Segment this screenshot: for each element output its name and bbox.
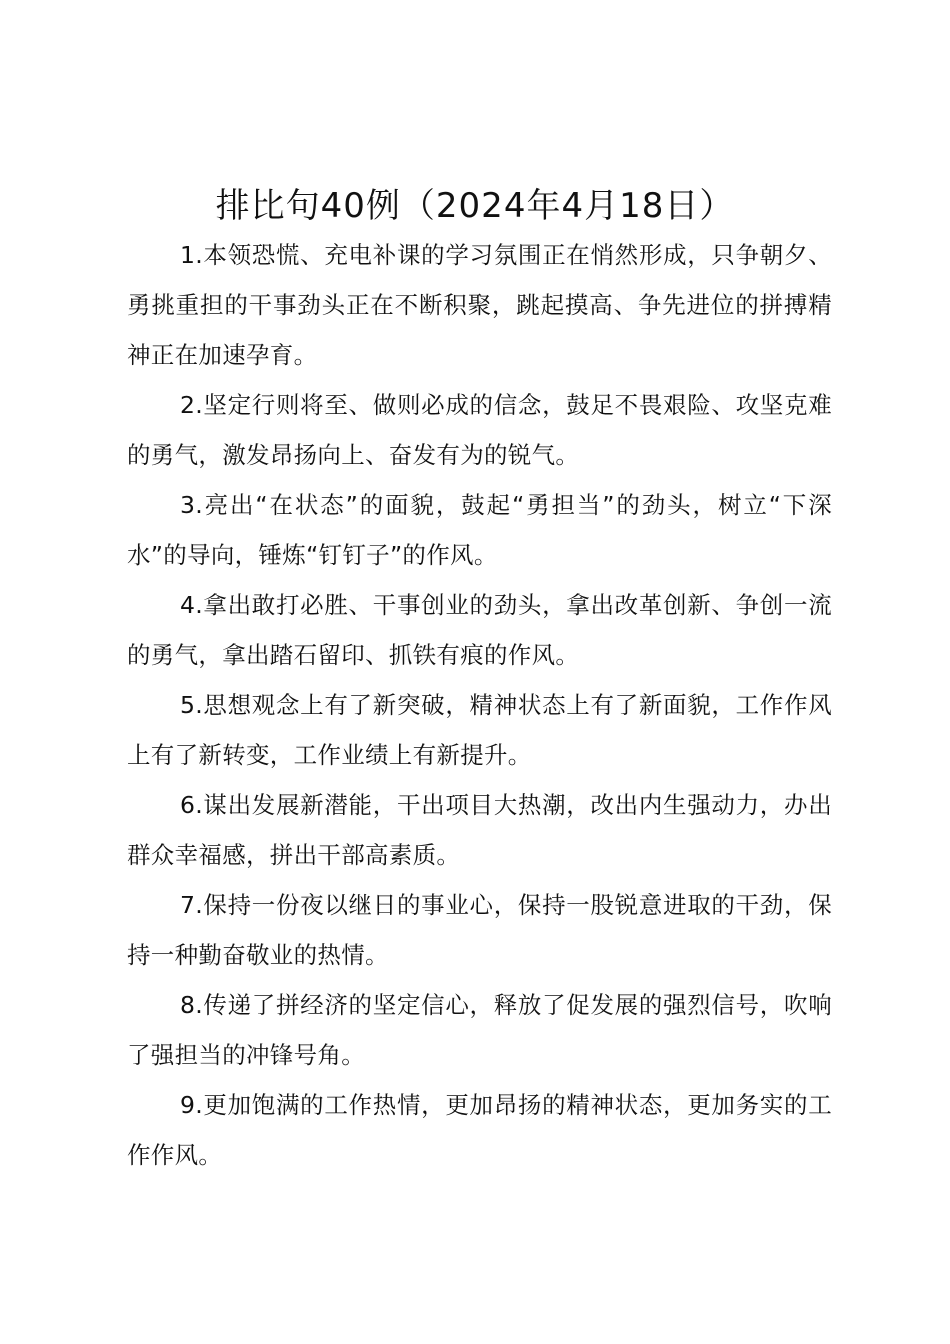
document-title: 排比句40例（2024年4月18日） [215, 186, 735, 226]
paragraph-8: 8.传递了拼经济的坚定信心，释放了促发展的强烈信号，吹响了强担当的冲锋号角。 [127, 991, 832, 1069]
paragraph-2: 2.坚定行则将至、做则必成的信念，鼓足不畏艰险、攻坚克难的勇气，激发昂扬向上、奋发有为的锐气。 [127, 391, 832, 469]
paragraph-4: 4.拿出敢打必胜、干事创业的劲头，拿出改革创新、争创一流的勇气，拿出踏石留印、抓铁有痕的作风。 [127, 591, 832, 669]
paragraph-3: 3.亮出“在状态”的面貌，鼓起“勇担当”的劲头，树立“下深水”的导向，锤炼“钉钉子”的作风。 [127, 491, 832, 569]
paragraph-9: 9.更加饱满的工作热情，更加昂扬的精神状态，更加务实的工作作风。 [127, 1091, 832, 1169]
paragraph-5: 5.思想观念上有了新突破，精神状态上有了新面貌，工作作风上有了新转变，工作业绩上有新提升。 [127, 691, 832, 769]
paragraph-7: 7.保持一份夜以继日的事业心，保持一股锐意进取的干劲，保持一种勤奋敬业的热情。 [127, 891, 832, 969]
document-body [127, 230, 832, 1180]
paragraph-6: 6.谋出发展新潜能，干出项目大热潮，改出内生强动力，办出群众幸福感，拼出干部高素质。 [127, 791, 832, 869]
paragraph-1: 1.本领恐慌、充电补课的学习氛围正在悄然形成，只争朝夕、勇挑重担的干事劲头正在不断积聚，跳起摸高、争先进位的拼搏精神正在加速孕育。 [127, 241, 832, 369]
